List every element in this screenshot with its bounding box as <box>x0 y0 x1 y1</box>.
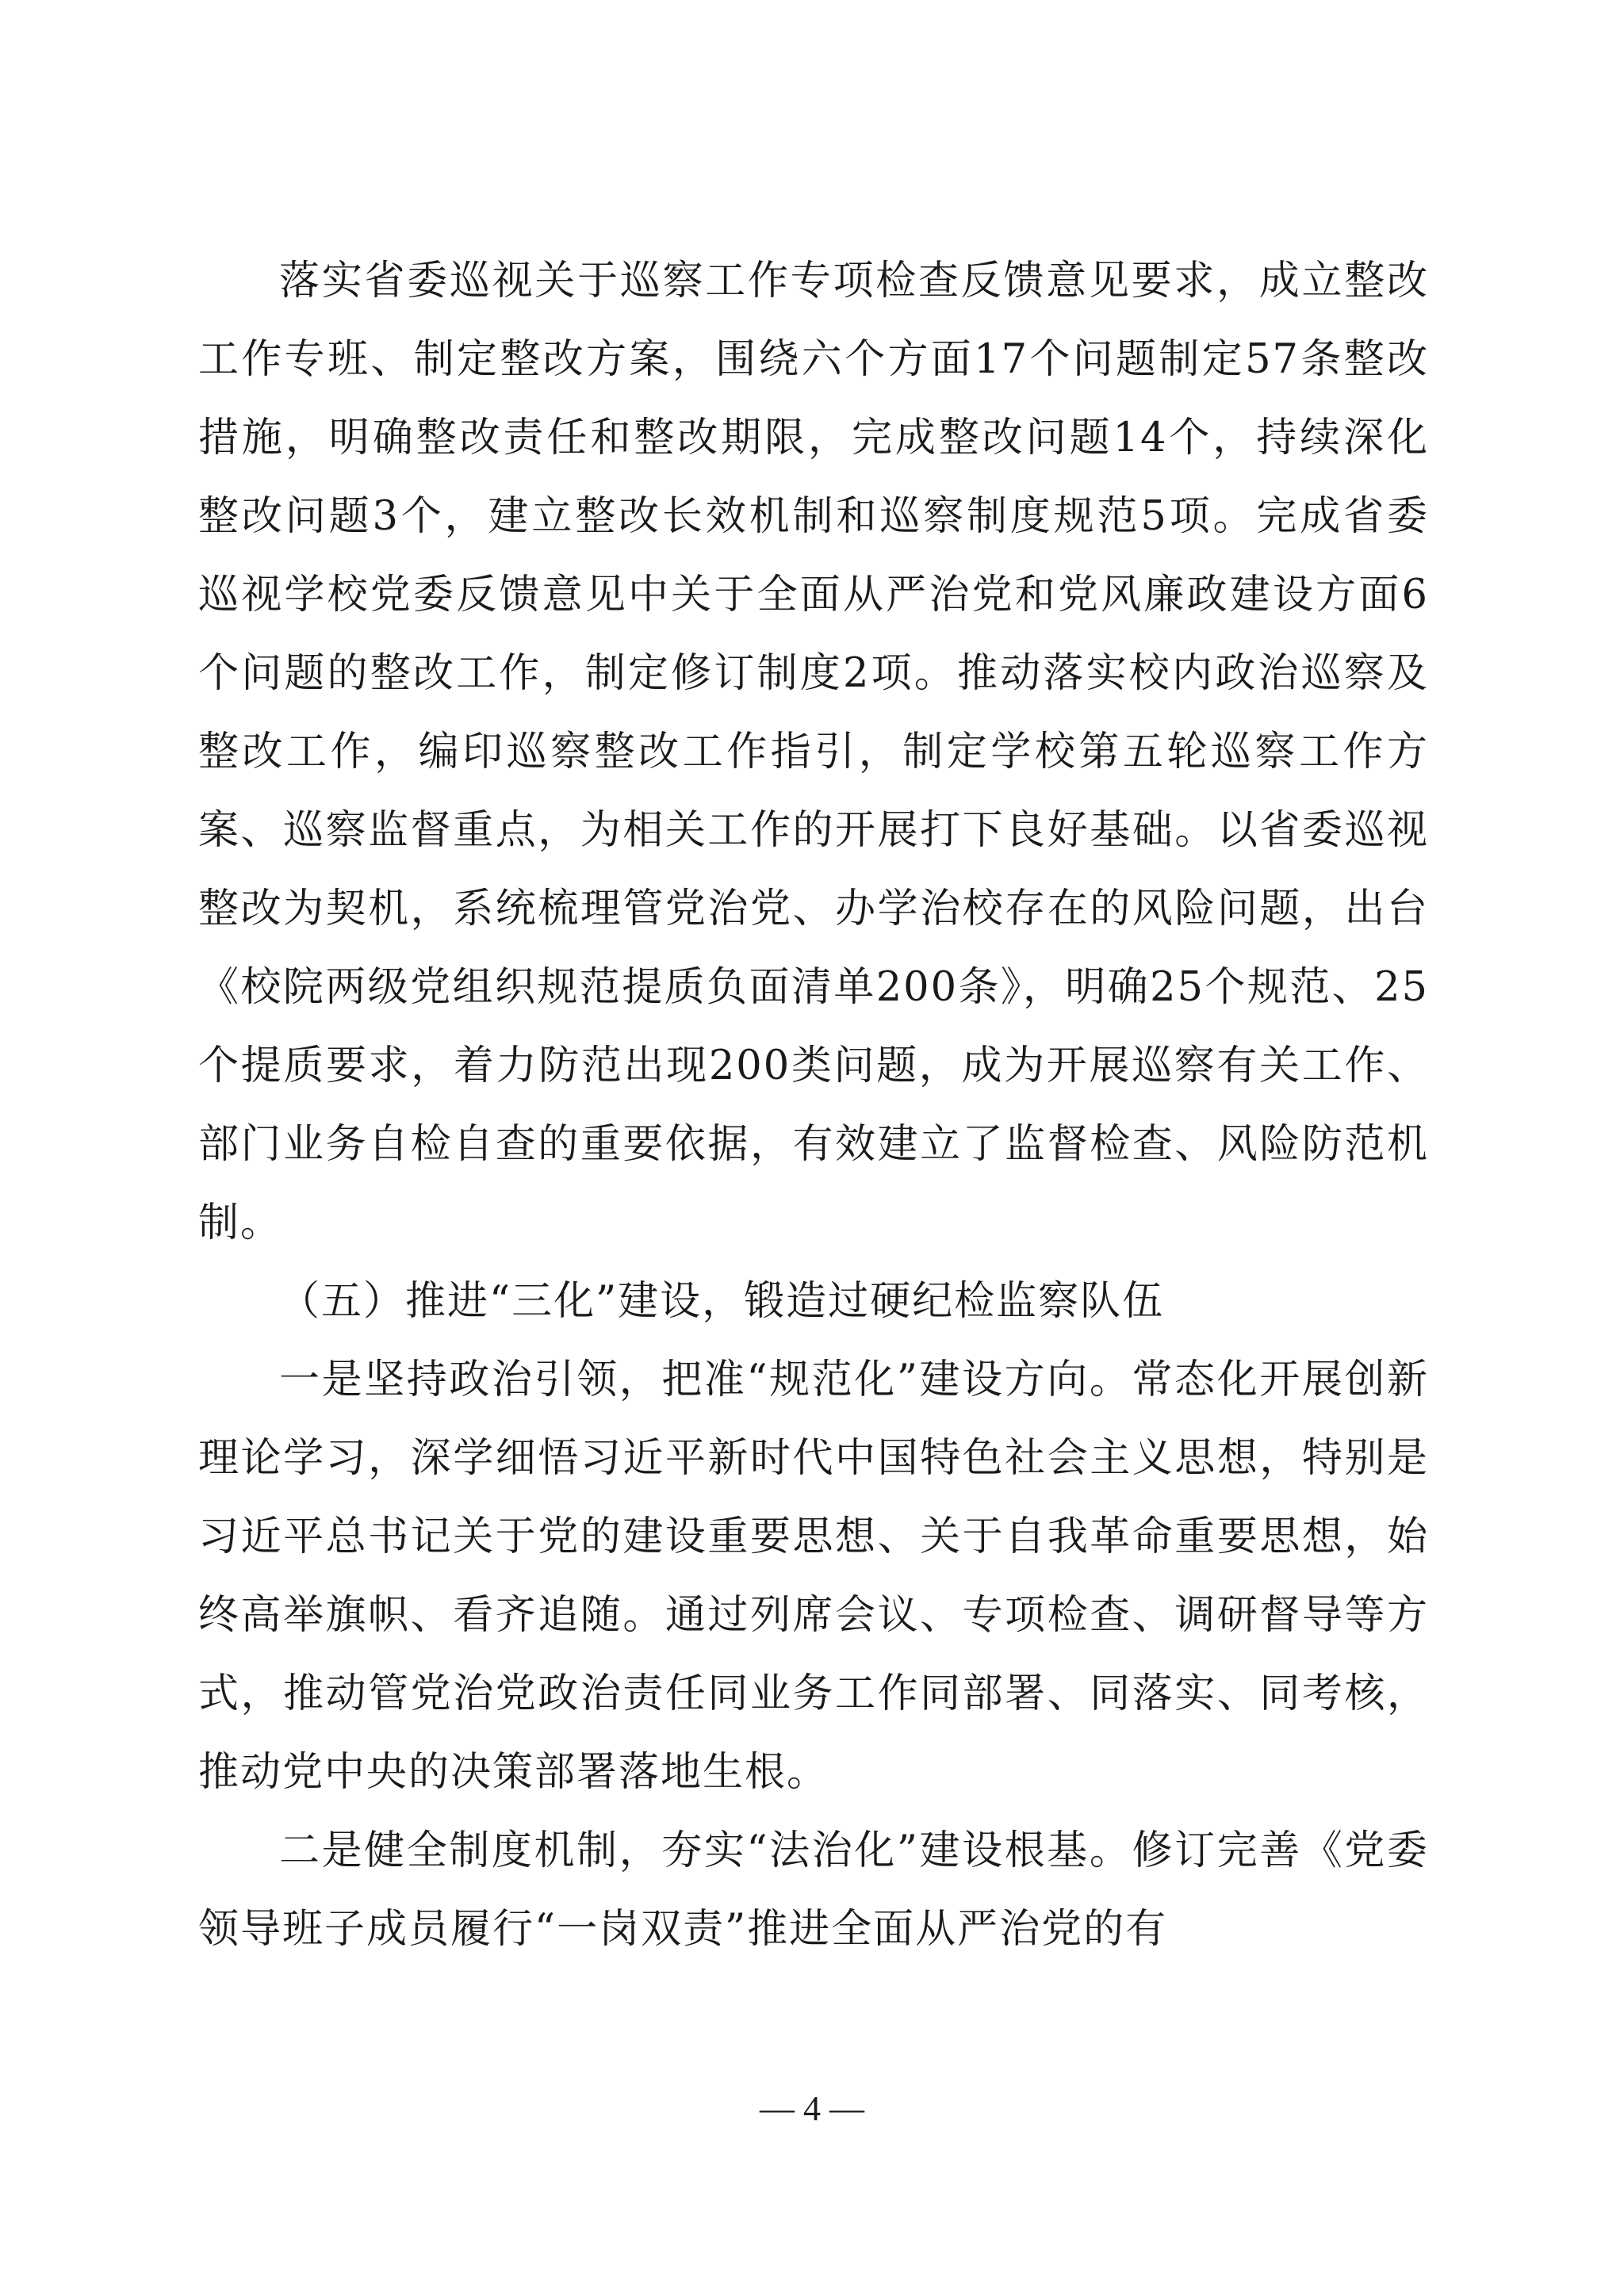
paragraph-political-guidance: 一是坚持政治引领，把准“规范化”建设方向。常态化开展创新理论学习，深学细悟习近平新时代中国特色社会主义思想，特别是习近平总书记关于党的建设重要思想、关于自我革命重要思想，始终高举旗帜、看齐追随。通过列席会议、专项检查、调研督导等方式，推动管党治党政治责任同业务工作同部署、同落实、同考核，推动党中央的决策部署落地生根。 <box>198 1357 1429 1796</box>
page-number: — 4 — <box>760 2089 864 2128</box>
section-heading: （五）推进“三化”建设，锻造过硬纪检监察队伍 <box>279 1278 1165 1325</box>
paragraph-institutional-mechanism: 二是健全制度机制，夯实“法治化”建设根基。修订完善《党委领导班子成员履行“一岗双责”推进全面从严治党的有 <box>198 1827 1429 1953</box>
body-text-upper <box>198 242 1429 1969</box>
paragraph-inspection-rectification: 落实省委巡视关于巡察工作专项检查反馈意见要求，成立整改工作专班、制定整改方案，围绕六个方面17个问题制定57条整改措施，明确整改责任和整改期限，完成整改问题14个，持续深化整改问题3个，建立整改长效机制和巡察制度规范5项。完成省委巡视学校党委反馈意见中关于全面从严治党和党风廉政建设方面6个问题的整改工作，制定修订制度2项。推动落实校内政治巡察及整改工作，编印巡察整改工作指引，制定学校第五轮巡察工作方案、巡察监督重点，为相关工作的开展打下良好基础。以省委巡视整改为契机，系统梳理管党治党、办学治校存在的风险问题，出台《校院两级党组织规范提质负面清单200条》，明确25个规范、25个提质要求，着力防范出现200类问题，成为开展巡察有关工作、部门业务自检自查的重要依据，有效建立了监督检查、风险防范机制。 <box>198 258 1429 1246</box>
